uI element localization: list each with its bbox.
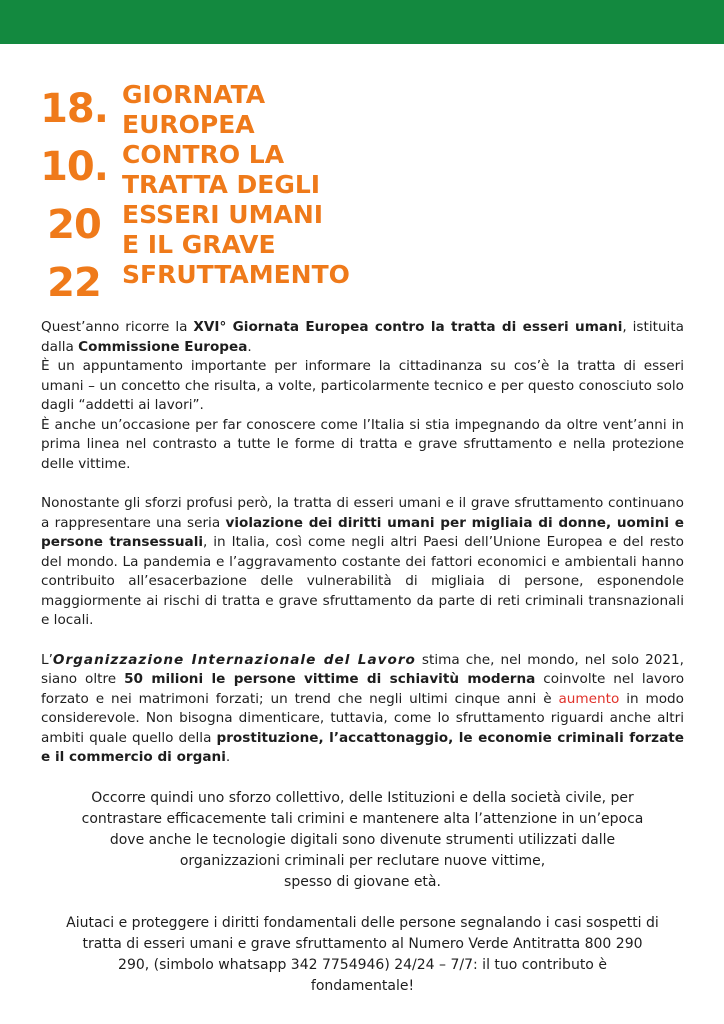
organization-name: Organizzazione Internazionale del Lavoro bbox=[52, 651, 416, 668]
paragraph-efforts: Nonostante gli sforzi profusi però, la tratta di esseri umani e il grave sfruttamento continuano a rappresentare una seria violazione dei diritti umani per migliaia di donne, uomini e persone transessuali, in Italia, così come negli altri Paesi dell’Unione Europea e del resto del mondo. La pandemia e l’aggravamento costante dei fattori economici e ambientali hanno contribuito all’esacerbazione delle vulnerabilità di migliaia di persone, esponendole maggiormente ai rischi di tratta e grave sfruttamento da parte di reti criminali transnazionali e locali. bbox=[41, 495, 684, 628]
event-title bbox=[122, 80, 562, 290]
hero-header bbox=[34, 80, 694, 306]
title-line: EUROPEA bbox=[122, 110, 255, 139]
highlight-50-milioni: 50 milioni le persone vittime di schiavitù moderna bbox=[124, 671, 536, 687]
date-month: 10. bbox=[40, 144, 108, 190]
top-green-bar bbox=[0, 0, 724, 44]
event-date bbox=[34, 80, 114, 312]
title-line: ESSERI UMANI bbox=[122, 200, 324, 229]
title-line: CONTRO LA bbox=[122, 140, 285, 169]
title-line: TRATTA DEGLI bbox=[122, 170, 321, 199]
title-line: E IL GRAVE bbox=[122, 230, 276, 259]
paragraph-call-to-action: Occorre quindi uno sforzo collettivo, delle Istituzioni e della società civile, per contrastare efficacemente tali crimini e mantenere alta l’attenzione in un’epoca dove anche le tecnologie digitali sono divenute strumenti utilizzati dalle organizzazioni criminali per reclutare nuove vittime, spesso di giovane età. bbox=[81, 789, 644, 890]
title-line: GIORNATA bbox=[122, 80, 266, 109]
highlight-violazione: violazione dei diritti umani per migliaia di donne, uomini e persone transessuali bbox=[41, 514, 684, 550]
highlight-aumento: aumento bbox=[558, 690, 620, 707]
title-line: SFRUTTAMENTO bbox=[122, 260, 350, 289]
date-year-part-1: 20 bbox=[47, 202, 101, 248]
article-body bbox=[41, 318, 684, 997]
highlight-ambiti: prostituzione, l’accattonaggio, le economie criminali forzate e il commercio di organi bbox=[41, 729, 684, 765]
highlight-giornata: XVI° Giornata Europea contro la tratta di esseri umani bbox=[193, 319, 623, 335]
paragraph-intro: Quest’anno ricorre la XVI° Giornata Europea contro la tratta di esseri umani, istituita dalla Commissione Europea. È un appuntamento importante per informare la cittadinanza su cos’è la tratta di esseri umani – un concetto che risulta, a volte, particolarmente tecnico e per questo conosciuto solo dagli “addetti ai lavori”. È anche un’occasione per far conoscere come l’Italia si stia impegnando da oltre vent’anni in prima linea nel contrasto a tutte le forme di tratta e grave sfruttamento e nella protezione delle vittime. bbox=[41, 319, 684, 472]
paragraph-hotline: Aiutaci e proteggere i diritti fondamentali delle persone segnalando i casi sospetti di tratta di esseri umani e grave sfruttamento al Numero Verde Antitratta 800 290 290, (simbolo whatsapp 342 7754946) 24/24 – 7/7: il tuo contributo è fondamentale! bbox=[66, 914, 659, 994]
paragraph-ilo: L’Organizzazione Internazionale del Lavoro stima che, nel mondo, nel solo 2021, siano oltre 50 milioni le persone vittime di schiavitù moderna coinvolte nel lavoro forzato e nei matrimoni forzati; un trend che negli ultimi cinque anni è aumento in modo considerevole. Non bisogna dimenticare, tuttavia, come lo sfruttamento riguardi anche altri ambiti quale quello della prostituzione, l’accattonaggio, le economie criminali forzate e il commercio di organi. bbox=[41, 651, 685, 765]
highlight-commissione: Commissione Europea bbox=[78, 338, 248, 355]
date-day: 18. bbox=[40, 86, 108, 132]
date-year-part-2: 22 bbox=[47, 260, 101, 306]
